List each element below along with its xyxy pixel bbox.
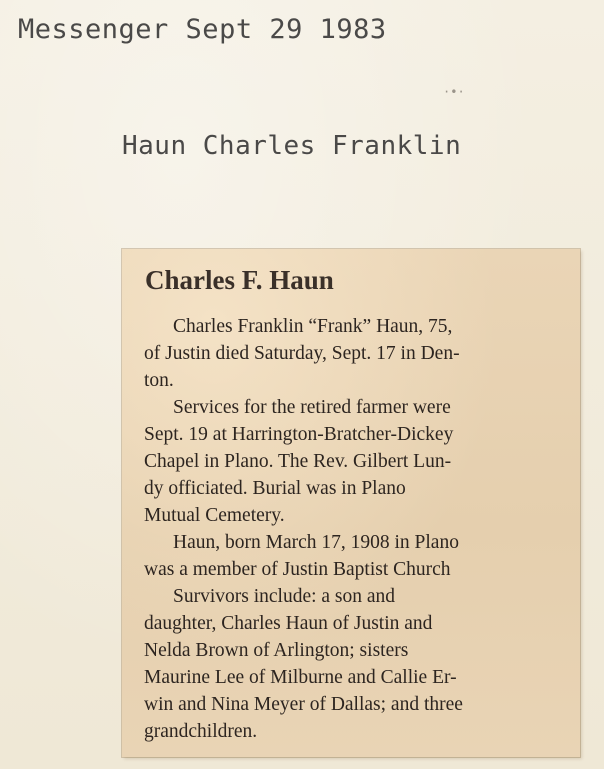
obituary-line: ton. bbox=[144, 370, 174, 391]
obituary-line: was a member of Justin Baptist Church bbox=[144, 559, 451, 580]
obituary-line: Charles Franklin “Frank” Haun, 75, bbox=[173, 316, 453, 337]
obituary-line: dy officiated. Burial was in Plano bbox=[144, 478, 406, 499]
obituary-line: Haun, born March 17, 1908 in Plano bbox=[173, 532, 459, 553]
obituary-line: Chapel in Plano. The Rev. Gilbert Lun- bbox=[144, 451, 452, 472]
typed-source-date: Messenger Sept 29 1983 bbox=[18, 14, 387, 45]
obituary-line: grandchildren. bbox=[144, 721, 258, 742]
obituary-line: Survivors include: a son and bbox=[173, 586, 396, 607]
obituary-line: daughter, Charles Haun of Justin and bbox=[144, 613, 433, 634]
obituary-line: Services for the retired farmer were bbox=[173, 397, 451, 418]
ink-smudge: ·•· bbox=[443, 85, 465, 99]
obituary-line: Sept. 19 at Harrington-Bratcher-Dickey bbox=[144, 424, 454, 445]
obituary-line: win and Nina Meyer of Dallas; and three bbox=[144, 694, 463, 715]
obituary-line: Mutual Cemetery. bbox=[144, 505, 285, 526]
obituary-line: Nelda Brown of Arlington; sisters bbox=[144, 640, 409, 661]
typed-name-label: Haun Charles Franklin bbox=[122, 131, 462, 161]
obituary-line: Maurine Lee of Milburne and Callie Er- bbox=[144, 667, 457, 688]
obituary-line: of Justin died Saturday, Sept. 17 in Den- bbox=[144, 343, 460, 364]
obituary-title: Charles F. Haun bbox=[145, 265, 334, 295]
newspaper-clipping bbox=[122, 249, 580, 757]
